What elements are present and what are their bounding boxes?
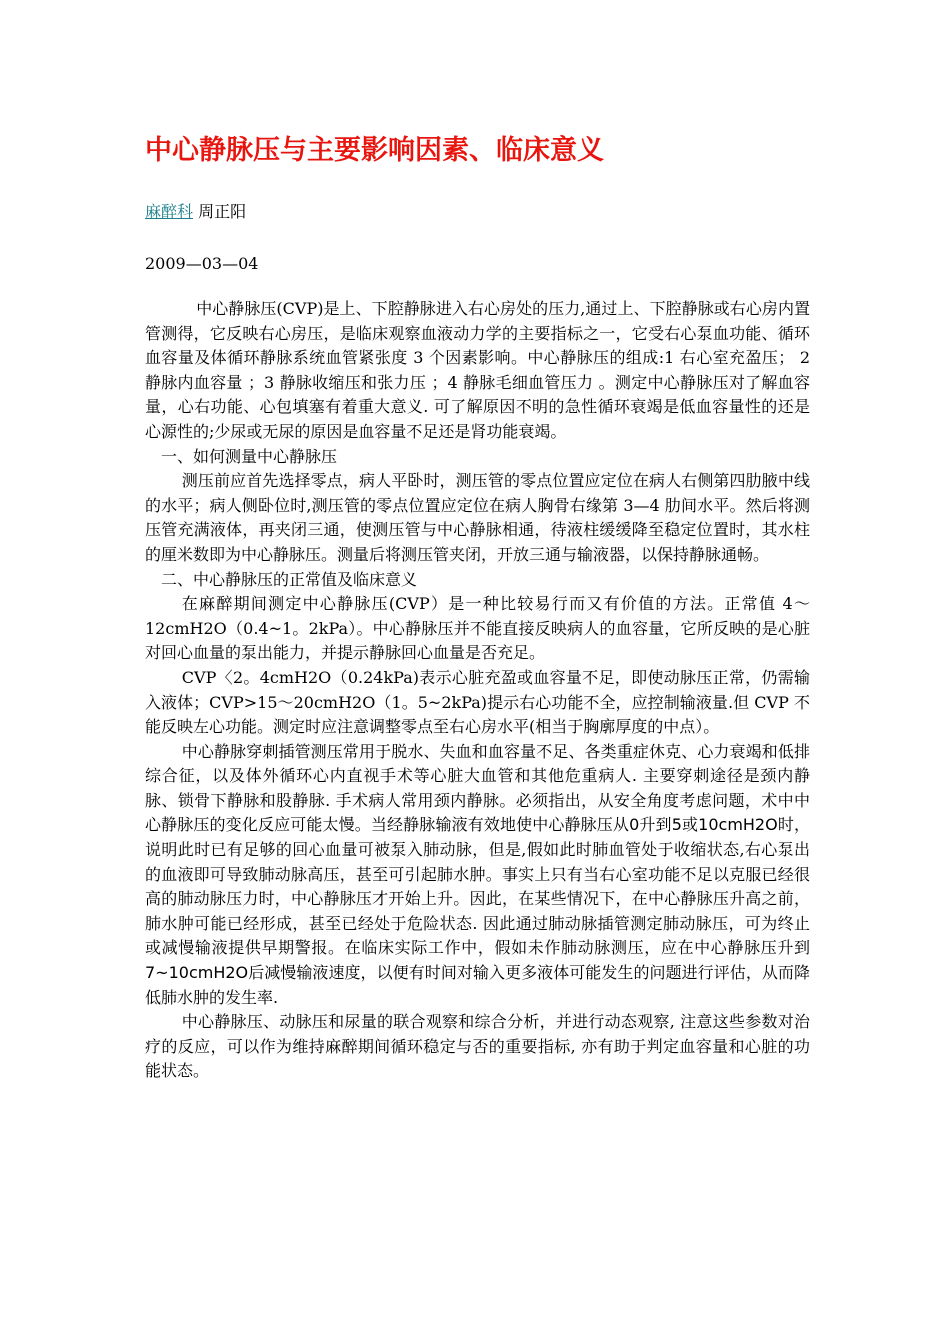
- clinical-text-5: 后减慢输液速度，以便有时间对输入更多液体可能发生的问题进行评估，从而降低肺水肿的发生率.: [145, 963, 810, 1007]
- paragraph-clinical-use: [145, 740, 810, 1011]
- department-link[interactable]: 麻醉科: [145, 202, 194, 221]
- author-name: 周正阳: [198, 202, 247, 221]
- paragraph-normal-values: 在麻醉期间测定中心静脉压(CVP）是一种比较易行而又有价值的方法。正常值 4～12cmH2O（0.4~1。2kPa）。中心静脉压并不能直接反映病人的血容量，它所反映的是心脏对回心血量的泵出能力，并提示静脉回心血量是否充足。: [145, 594, 810, 663]
- clinical-text-3: 或: [681, 815, 699, 835]
- section-heading-measurement: 一、如何测量中心静脉压: [161, 446, 338, 466]
- clinical-value-5: 5: [671, 815, 682, 835]
- article-body: [145, 297, 810, 1084]
- publish-date: 2009—03—04: [145, 254, 259, 273]
- paragraph-measurement: 测压前应首先选择零点，病人平卧时，测压管的零点位置应定位在病人右侧第四肋腋中线的水平；病人侧卧位时,测压管的零点位置应定位在病人胸骨右缘第 3—4 肋间水平。然后将测压管充满液体，再夹闭三通，使测压管与中心静脉相通，待液柱缓缓降至稳定位置时，其水柱的厘米数即为中心静脉压。测量后将测压管夹闭，开放三通与输液器，以保持静脉通畅。: [145, 471, 810, 564]
- clinical-value-10: 10cmH2O: [698, 815, 778, 835]
- clinical-text-2: 升到: [639, 815, 672, 835]
- clinical-text-1: 中心静脉穿刺插管测压常用于脱水、失血和血容量不足、各类重症休克、心力衰竭和低排综合征，以及体外循环心内直视手术等心脏大血管和其他危重病人. 主要穿刺途径是颈内静脉、锁骨下静脉和股静脉. 手术病人常用颈内静脉。必须指出，从安全角度考虑问题，术中中心静脉压的变化反应可能太慢。当经静脉输液有效地使中心静脉压从: [145, 741, 810, 835]
- clinical-value-0: 0: [629, 815, 640, 835]
- clinical-text-4: 时，说明此时已有足够的回心血量可被泵入肺动脉，但是,假如此时肺血管处于收缩状态,右心泵出的血液即可导致肺动脉高压，甚至可引起肺水肿。事实上只有当右心室功能不足以克服已经很高的肺动脉压力时，中心静脉压才开始上升。因此，在某些情况下，在中心静脉压升高之前，肺水肿可能已经形成，甚至已经处于危险状态. 因此通过肺动脉插管测定肺动脉压，可为终止或减慢输液提供早期警报。在临床实际工作中，假如未作肺动脉测压，应在中心静脉压升到: [145, 815, 810, 958]
- paragraph-cvp-interpretation: CVP〈2。4cmH2O（0.24kPa)表示心脏充盈或血容量不足，即使动脉压正常，仍需输入液体；CVP>15～20cmH2O（1。5~2kPa)提示右心功能不全，应控制输液量.但 CVP 不能反映左心功能。测定时应注意调整零点至右心房水平(相当于胸廓厚度的中点）。: [145, 667, 810, 737]
- author-line: [145, 200, 246, 224]
- page-title: 中心静脉压与主要影响因素、临床意义: [145, 135, 604, 166]
- paragraph-summary: 中心静脉压、动脉压和尿量的联合观察和综合分析，并进行动态观察, 注意这些参数对治疗的反应，可以作为维持麻醉期间循环稳定与否的重要指标, 亦有助于判定血容量和心脏的功能状态。: [145, 1012, 810, 1081]
- paragraph-intro: 中心静脉压(CVP)是上、下腔静脉进入右心房处的压力,通过上、下腔静脉或右心房内置管测得，它反映右心房压，是临床观察血液动力学的主要指标之一，它受右心泵血功能、循环血容量及体循环静脉系统血管紧张度 3 个因素影响。中心静脉压的组成:1 右心室充盈压； 2 静脉内血容量 ；3 静脉收缩压和张力压 ；4 静脉毛细血管压力 。测定中心静脉压对了解血容量，心右功能、心包填塞有着重大意义. 可了解原因不明的急性循环衰竭是低血容量性的还是心源性的;少尿或无尿的原因是血容量不足还是肾功能衰竭。: [145, 299, 810, 441]
- clinical-value-7-10: 7~10cmH2O: [145, 963, 249, 983]
- section-heading-normal-values: 二、中心静脉压的正常值及临床意义: [161, 569, 418, 589]
